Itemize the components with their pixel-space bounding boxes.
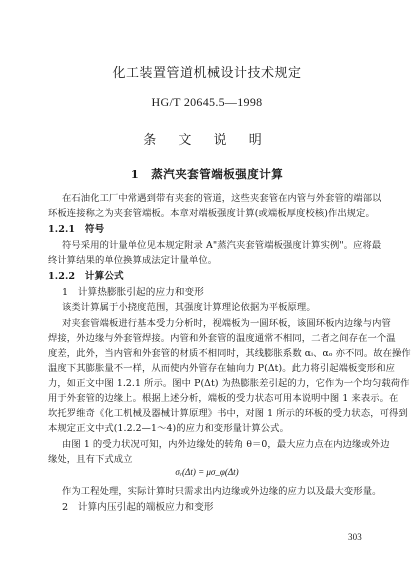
stress-formula: σᵣ(Δt) = μσ_φ(Δt) — [175, 467, 239, 477]
body-line-7: 坎托罗维奇《化工机械及器械计算原理》书中，对图 1 所示的环板的受力状态，可得到 — [48, 408, 408, 419]
body-line-8: 本规定正文中式(1.2.2—1～4)的应力和变形量计算公式。 — [48, 423, 289, 434]
intro-line-2: 环板连接称之为夹套管端板。本章对端板强度计算(或端板厚度校核)作出规定。 — [48, 208, 375, 219]
body-line-9: 由图 1 的受力状况可知，内外边缘处的转角 θ＝0，最大应力点在内边缘或外边 — [62, 439, 390, 450]
body-line-10: 缘处，且有下式成立 — [48, 454, 133, 465]
body-line-5: 力，如正文中图 1.2.1 所示。图中 P(Δt) 为热膨胀差引起的力，它作为一个均匀载荷作 — [48, 378, 410, 389]
standard-code: HG/T 20645.5—1998 — [151, 95, 263, 109]
item-1-intro: 该类计算属于小挠度范围，其强度计算理论依据为平板原理。 — [62, 302, 316, 313]
body-line-3: 度差，此外，当内管和外套管的材质不相同时，其线膨胀系数 αᵢ、αₒ 亦不同。故在操作 — [48, 348, 411, 359]
page-number: 303 — [348, 532, 362, 542]
document-title: 化工装置管道机械设计技术规定 — [112, 66, 302, 81]
item-2-heading: 2 计算内压引起的端板应力和变形 — [62, 502, 214, 513]
section-subtitle: 条 文 说 明 — [143, 133, 271, 148]
section-1-heading: 1 蒸汽夹套管端板强度计算 — [130, 167, 284, 181]
item-1-heading: 1 计算热膨胀引起的应力和变形 — [62, 287, 204, 298]
after-formula-line: 作为工程处理，实际计算时只需求出内边缘或外边缘的应力以及最大变形量。 — [62, 486, 382, 497]
s121-line-2: 终计算结果的单位换算成法定计量单位。 — [48, 255, 218, 266]
intro-line-1: 在石油化工厂中常遇到带有夹套的管道，这些夹套管在内管与外套管的端部以 — [62, 193, 382, 204]
body-line-4: 温度下其膨胀量不一样，从而使内外管存在轴向力 P(Δt)。此力将引起端板变形和应 — [48, 363, 396, 374]
body-line-1: 对夹套管端板进行基本受力分析时，视端板为一圆环板，该圆环板内边缘与内管 — [62, 318, 391, 329]
s121-line-1: 符号采用的计量单位见本规定附录 A"蒸汽夹套管端板强度计算实例"。应将最 — [62, 240, 382, 251]
body-line-6: 用于外套管的边缘上。根据上述分析，端板的受力状态可用本说明中图 1 来表示。在 — [48, 393, 399, 404]
section-1-2-1-heading: 1.2.1 符号 — [48, 224, 105, 235]
body-line-2: 焊接，外边缘与外套管焊接。内管和外套管的温度通常不相同，二者之间存在一个温 — [48, 333, 396, 344]
section-1-2-2-heading: 1.2.2 计算公式 — [48, 271, 124, 282]
